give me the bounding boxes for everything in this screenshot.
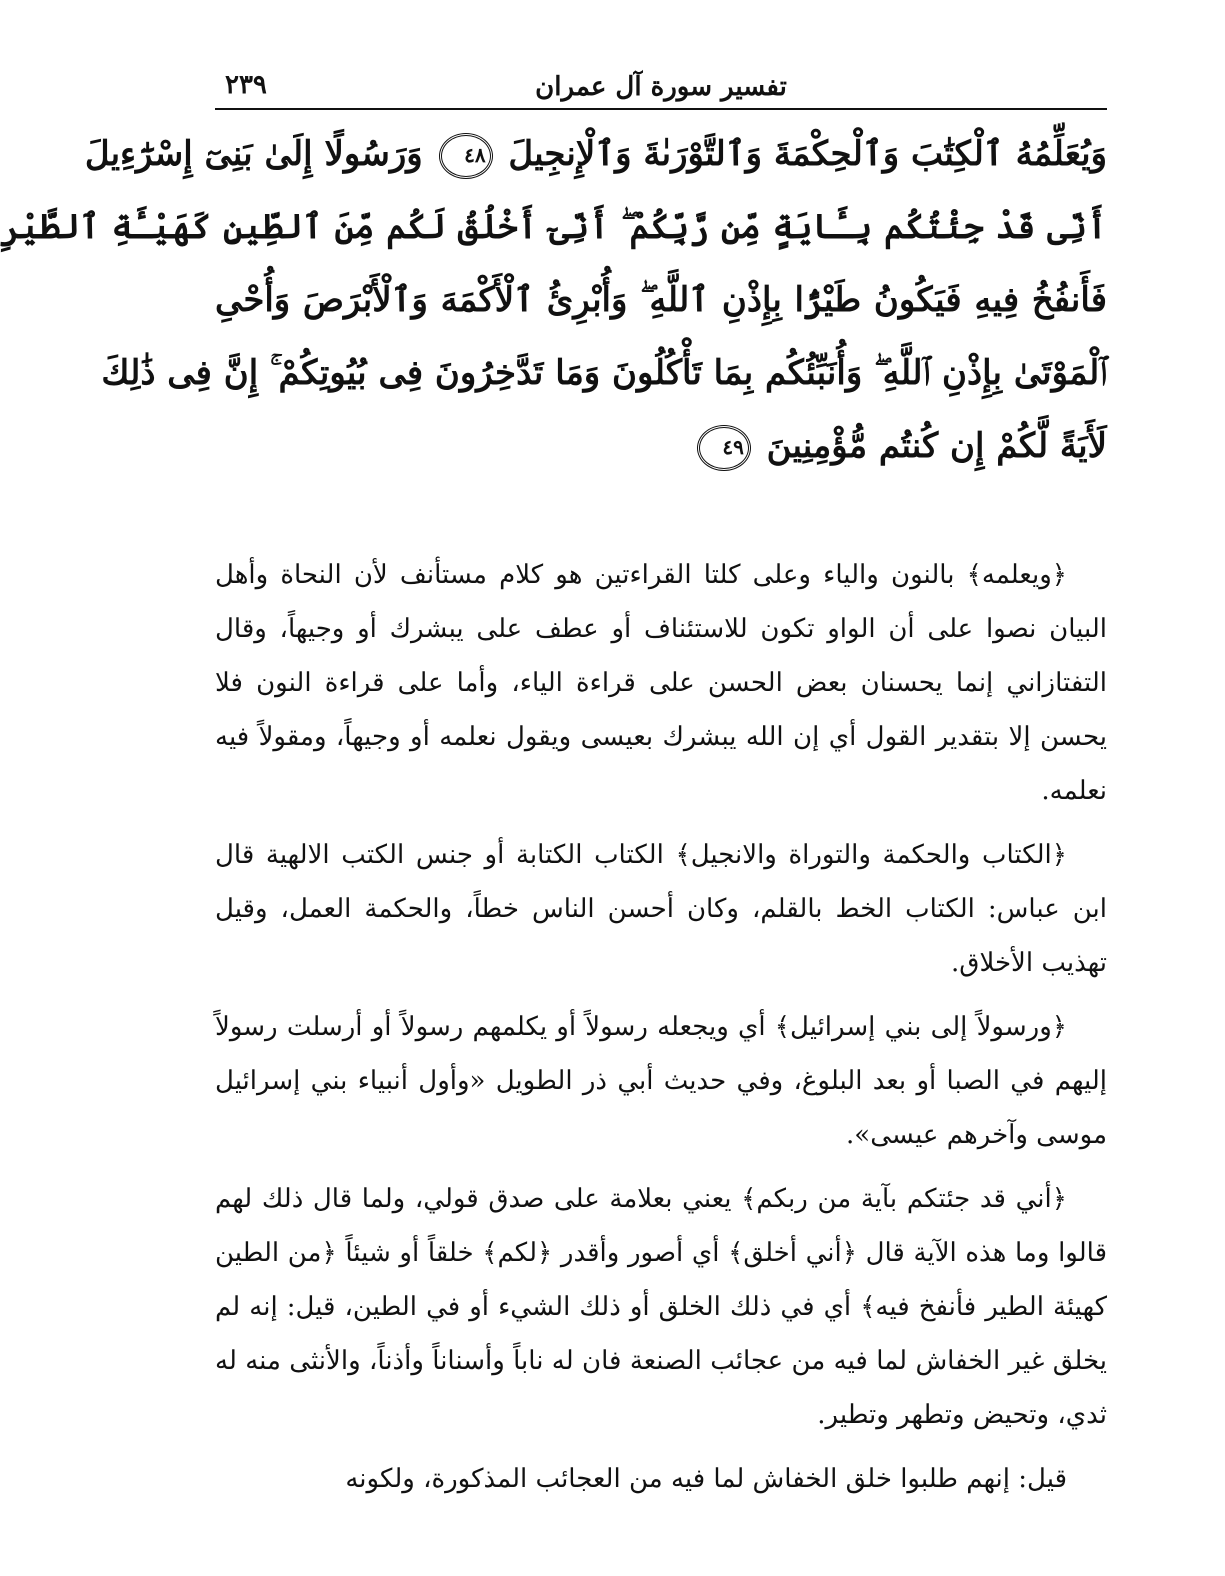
quran-verses-block: [0, 118, 1107, 483]
tafsir-paragraph: ﴿أني قد جئتكم بآية من ربكم﴾ يعني بعلامة على صدق قولي، ولما قال ذلك لهم قالوا وما هذه الآية قال ﴿أني أخلق﴾ أي أصور وأقدر ﴿لكم﴾ خلقاً أو شيئاً ﴿من الطين كهيئة الطير فأنفخ فيه﴾ أي في ذلك الخلق أو ذلك الشيء أو في الطين، قيل: إنه لم يخلق غير الخفاش لما فيه من عجائب الصنعة فان له ناباً وأسناناً وأذناً، والأنثى منه له ثدي، وتحيض وتطهر وتطير.: [215, 1184, 1107, 1430]
quran-line-text: ٱلْمَوْتَىٰ بِإِذْنِ ٱللَّهِ ۖ وَأُنَبِّئُكُم بِمَا تَأْكُلُونَ وَمَا تَدَّخِرُونَ فِى بُيُوتِكُمْ ۚ إِنَّ فِى ذَٰلِكَ: [101, 353, 1107, 393]
quran-line: [215, 410, 1107, 483]
quran-line-text: لَأَيَةً لَّكُمْ إِن كُنتُم مُّؤْمِنِينَ: [766, 426, 1107, 466]
quran-line-text: وَيُعَلِّمُهُ ٱلْكِتَٰبَ وَٱلْحِكْمَةَ وَٱلتَّوْرَىٰةَ وَٱلْإِنجِيلَ: [508, 134, 1107, 174]
page-header: [215, 64, 1107, 110]
quran-line-text: فَأَنفُخُ فِيهِ فَيَكُونُ طَيْرًۢا بِإِذْنِ ٱللَّهِ ۖ وَأُبْرِئُ ٱلْأَكْمَهَ وَٱلْأَبْرَصَ وَأُحْىِ: [215, 280, 1107, 320]
ayah-number-marker: ٤٨: [439, 133, 493, 179]
tafsir-paragraph: ﴿الكتاب والحكمة والتوراة والانجيل﴾ الكتاب الكتابة أو جنس الكتب الالهية قال ابن عباس: الكتاب الخط بالقلم، وكان أحسن الناس خطاً، والحكمة العمل، وقيل تهذيب الأخلاق.: [215, 840, 1107, 978]
tafsir-paragraph: ﴿ورسولاً إلى بني إسرائيل﴾ أي ويجعله رسولاً أو يكلمهم رسولاً أو أرسلت رسولاً إليهم في الصبا أو بعد البلوغ، وفي حديث أبي ذر الطويل «وأول أنبياء بني إسرائيل موسى وآخرهم عيسى».: [215, 1012, 1107, 1150]
tafsir-paragraph: قيل: إنهم طلبوا خلق الخفاش لما فيه من العجائب المذكورة، ولكونه: [345, 1464, 1067, 1494]
page-title: تفسير سورة آل عمران: [535, 72, 787, 102]
page-number: ٢٣٩: [225, 70, 267, 100]
quran-line: [84, 118, 1107, 191]
quran-line: [101, 337, 1107, 410]
quran-line-text: وَرَسُولًا إِلَىٰ بَنِىٓ إِسْرَٰٓءِيلَ: [84, 134, 423, 174]
tafsir-paragraph: ﴿ويعلمه﴾ بالنون والياء وعلى كلتا القراءتين هو كلام مستأنف لأن النحاة وأهل البيان نصوا على أن الواو تكون للاستئناف أو عطف على يبشرك أو وجيهاً، وقال التفتازاني إنما يحسنان بعض الحسن على قراءة الياء، وأما على قراءة النون فلا يحسن إلا بتقدير القول أي إن الله يبشرك بعيسى ويقول نعلمه أو وجيهاً، ومقولاً فيه نعلمه.: [215, 560, 1107, 806]
quran-line-text: أَنِّى قَدْ جِئْتُكُم بِـَٔايَةٍ مِّن رَّبِّكُمْ ۖ أَنِّىٓ أَخْلُقُ لَكُم مِّنَ ٱلطِّينِ كَهَيْـَٔةِ ٱلطَّيْرِ: [0, 207, 1107, 247]
tafsir-commentary: [215, 548, 1107, 1516]
ayah-number-marker: ٤٩: [697, 425, 751, 471]
quran-line: [215, 264, 1107, 337]
quran-line: [0, 191, 1107, 264]
